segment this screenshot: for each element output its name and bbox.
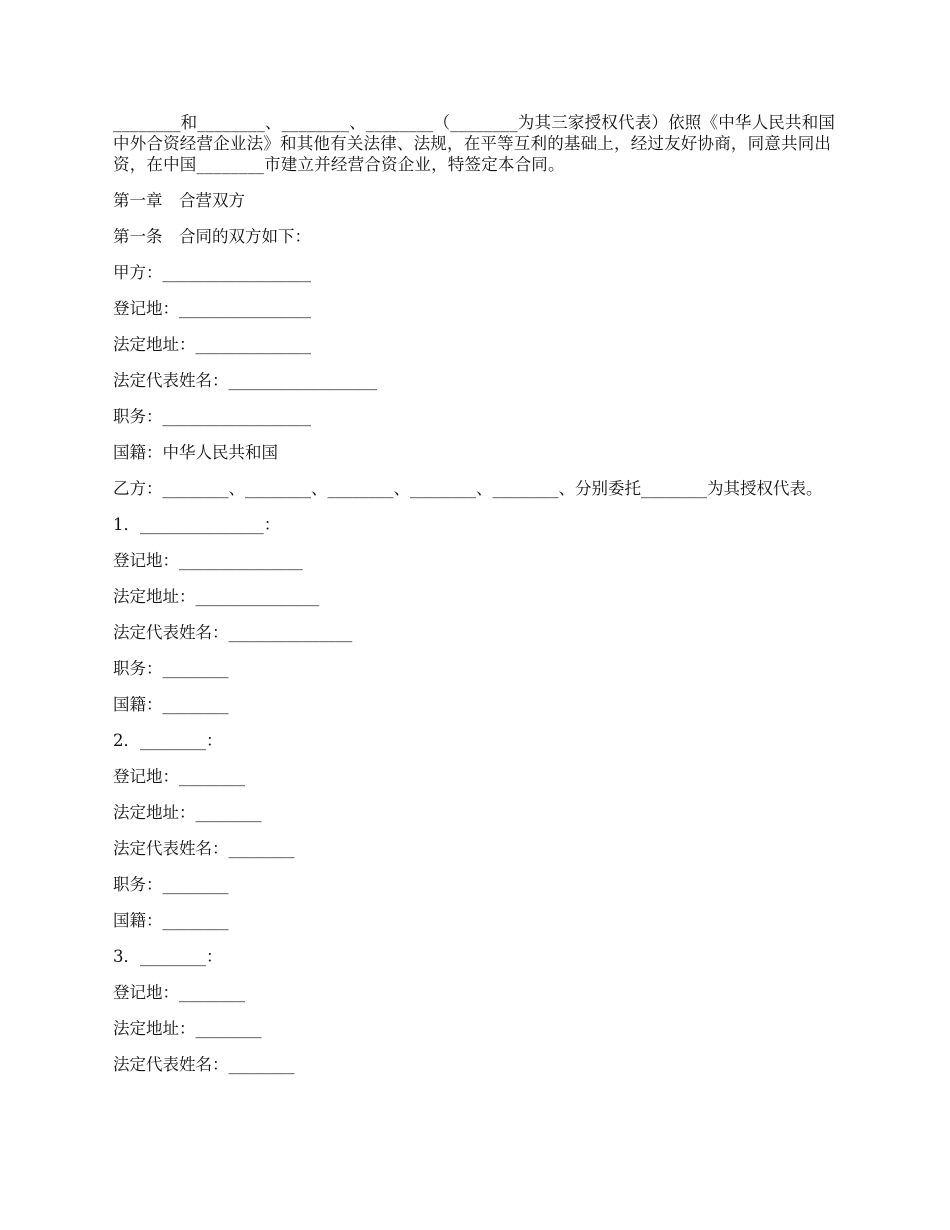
party-b-1-address-line: 法定地址：_______________ [113,587,320,606]
party-b-3-address-line: 法定地址：________ [113,1019,262,1038]
party-b-2-registration-line: 登记地：________ [113,767,245,786]
party-b-1-position-line: 职务：________ [113,659,229,678]
party-b-2-position-line: 职务：________ [113,875,229,894]
contract-body [113,112,841,1090]
party-b-1-heading: 1．_______________： [113,515,281,534]
intro-paragraph: ________和________、________、________（________为其三家授权代表）依照《中华人民共和国中外合资经营企业法》和其他有关法律、法规，在平等互利的基础上，经过友好协商，同意共同出资，在中国________市建立并经营合资企业，特签定本合同。 [113,113,836,174]
party-b-1-nationality-line: 国籍：________ [113,695,229,714]
party-b-3-registration-line: 登记地：________ [113,983,245,1002]
party-b-3-heading: 3．________： [113,947,223,966]
party-a-name-line: 甲方：__________________ [113,263,311,282]
party-a-registration-line: 登记地：________________ [113,299,311,318]
party-b-paragraph: 乙方：________、________、________、________、________、分别委托________为其授权代表。 [113,479,823,498]
article-heading: 第一条 合同的双方如下： [113,227,311,246]
party-a-representative-line: 法定代表姓名：__________________ [113,371,377,390]
party-b-2-heading: 2．________： [113,731,223,750]
party-a-nationality-line: 国籍：中华人民共和国 [113,443,278,462]
party-b-1-registration-line: 登记地：_______________ [113,551,303,570]
party-b-2-nationality-line: 国籍：________ [113,911,229,930]
party-b-2-address-line: 法定地址：________ [113,803,262,822]
party-a-position-line: 职务：__________________ [113,407,311,426]
chapter-heading: 第一章 合营双方 [113,191,245,210]
party-b-1-representative-line: 法定代表姓名：_______________ [113,623,353,642]
party-b-3-representative-line: 法定代表姓名：________ [113,1055,295,1074]
party-a-address-line: 法定地址：______________ [113,335,311,354]
party-b-2-representative-line: 法定代表姓名：________ [113,839,295,858]
